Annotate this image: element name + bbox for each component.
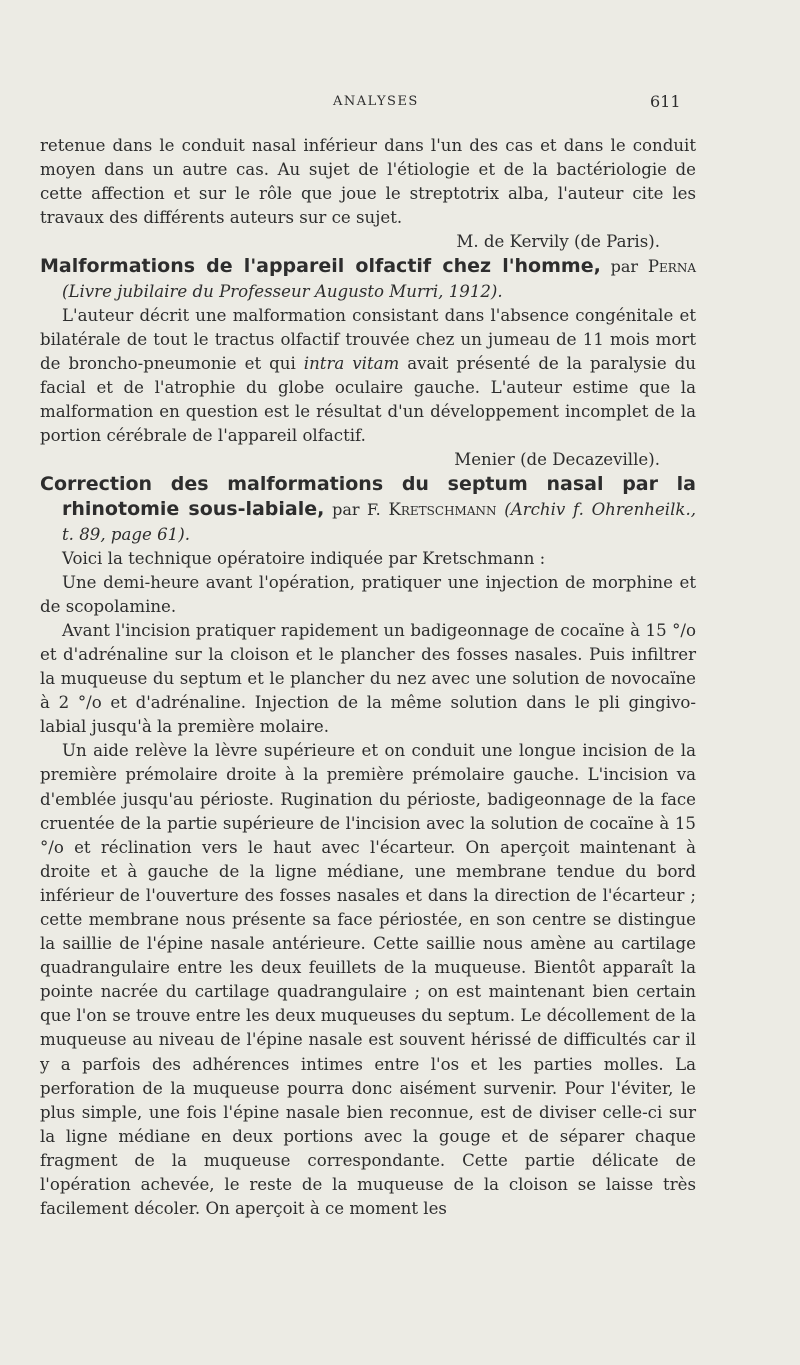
page-number: 611 xyxy=(650,92,681,111)
article-paragraph: Avant l'incision pratiquer rapidement un badigeonnage de cocaïne à 15 °/o et d'adrénaline sur la cloison et le plancher des fosses nasales. Puis infiltrer la muqueuse du septum et le plancher du nez avec une solution de novocaïne à 2 °/o et d'adrénaline. Injection de la même solution dans le pli gingivo-labial jusqu'à la première molaire. xyxy=(40,620,696,737)
article-heading xyxy=(40,254,696,303)
article-text-italic: intra vitam xyxy=(303,353,400,373)
article-author: Kretschmann xyxy=(388,500,497,520)
previous-article-text: retenue dans le conduit nasal inférieur dans l'un des cas et dans le conduit moyen dans un autre cas. Au sujet de l'étiologie et de la bactériologie de cette affection et sur le rôle que joue le streptotrix alba, l'auteur cite les travaux des différents auteurs sur ce sujet. xyxy=(40,136,696,228)
page-header xyxy=(0,92,800,118)
article-author: Perna xyxy=(647,257,697,277)
article-paragraph: Une demi-heure avant l'opération, pratiquer une injection de morphine et de scopolamine. xyxy=(40,572,696,616)
article-paragraph: Voici la technique opératoire indiquée par Kretschmann : xyxy=(62,548,546,568)
article-title: Correction des malformations du septum nasal par la rhinotomie sous-labiale, xyxy=(40,473,696,521)
article-text: avait présenté de la paralysie du facial et de l'atrophie du globe oculaire gauche. L'auteur estime que la malformation en question est le résultat d'un développement incomplet de la portion cérébrale de l'appareil olfactif. xyxy=(40,353,696,446)
article-byline: par F. xyxy=(332,500,381,520)
article-title: Malformations de l'appareil olfactif chez l'homme, xyxy=(40,255,601,278)
article-paragraph: Un aide relève la lèvre supérieure et on conduit une longue incision de la première prémolaire droite à la première prémolaire gauche. L'incision va d'emblée jusqu'au périoste. Rugination du périoste, badigeonnage de la face cruentée de la partie supérieure de l'incision avec la solution de cocaïne à 15 °/o et réclination vers le haut avec l'écarteur. On aperçoit maintenant à droite et à gauche de la ligne médiane, une membrane tendue du bord inférieur de l'ouverture des fosses nasales et dans la direction de l'écarteur ; cette membrane nous présente sa face périostée, en son centre se distingue la saillie de l'épine nasale antérieure. Cette saillie nous amène au cartilage quadrangulaire entre les deux feuillets de la muqueuse. Bientôt apparaît la pointe nacrée du cartilage quadrangulaire ; on est maintenant bien certain que l'on se trouve entre les deux muqueuses du septum. Le décollement de la muqueuse au niveau de l'épine nasale est souvent hérissé de difficultés car il y a parfois des adhérences intimes entre l'os et les parties molles. La perforation de la muqueuse pourra donc aisément survenir. Pour l'éviter, le plus simple, une fois l'épine nasale bien reconnue, est de diviser celle-ci sur la ligne médiane en deux portions avec la gouge et de séparer chaque fragment de la muqueuse correspondante. Cette partie délicate de l'opération achevée, le reste de la muqueuse de la cloison se laisse très facilement décoler. On aperçoit à ce moment les xyxy=(40,741,696,1219)
article-heading xyxy=(40,472,696,546)
article-source: (Archiv f. Ohrenheilk., t. 89, page 61). xyxy=(62,500,697,544)
article-signature: Menier (de Decazeville). xyxy=(454,450,660,470)
article-text: L'auteur décrit une malformation consistant dans l'absence congénitale et bilatérale de tout le tractus olfactif trouvée chez un jumeau de 11 mois mort de broncho-pneumonie et qui xyxy=(40,305,696,373)
page-content xyxy=(40,134,696,1221)
running-head: ANALYSES xyxy=(333,94,419,109)
article-source: (Livre jubilaire du Professeur Augusto Murri, 1912). xyxy=(62,281,503,301)
article-paragraph xyxy=(40,304,696,449)
article-byline: par xyxy=(610,257,639,277)
previous-article-signature: M. de Kervily (de Paris). xyxy=(456,232,660,252)
